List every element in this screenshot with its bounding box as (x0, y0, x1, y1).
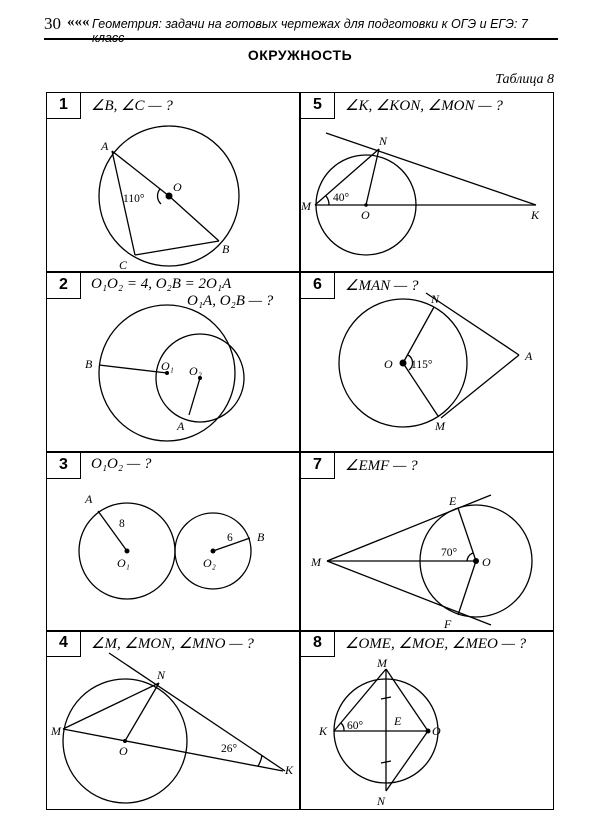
center-O1 (125, 549, 130, 554)
figure-inscribed-angles (47, 93, 301, 273)
label-N: N (379, 134, 388, 148)
problem-number: 7 (301, 453, 335, 479)
center-point (364, 203, 368, 207)
radius-ON (403, 307, 434, 363)
segment-CB (135, 241, 219, 255)
label-M: M (311, 555, 321, 569)
problem-cell-4 (46, 630, 300, 810)
problem-number: 8 (301, 631, 335, 657)
problem-question: ∠EMF — ? (345, 458, 418, 474)
problem-cell-8 (300, 630, 554, 810)
label-A: A (177, 419, 185, 433)
label-O: O (173, 180, 182, 194)
label-B: B (222, 242, 230, 256)
label-O: O (361, 208, 370, 222)
tangent-ME (327, 495, 491, 561)
segment-OB (169, 196, 219, 241)
center-point (123, 739, 127, 743)
radius-ON (366, 149, 379, 205)
radius-OE (458, 508, 476, 561)
problem-question: ∠MAN — ? (345, 278, 419, 294)
label-K: K (531, 208, 540, 222)
label-C: C (119, 258, 128, 272)
figure-chord-perpendicular (301, 631, 555, 811)
angle-arc (158, 189, 161, 204)
label-F: F (444, 617, 452, 631)
chord-MN (63, 683, 159, 729)
label-angle: 60° (347, 720, 364, 732)
angle-arc (258, 755, 262, 766)
problem-cell-3 (46, 452, 300, 632)
figure-tangents-from-point (301, 453, 555, 633)
segment-O2A (189, 378, 200, 415)
book-title: Геометрия: задачи на готовых чертежах для подготовки к ОГЭ и ЕГЭ: 7 класс (92, 17, 528, 45)
problem-cell-1 (46, 92, 300, 272)
label-O2: O₂ (203, 556, 216, 570)
line-MK (63, 729, 283, 771)
angle-arc (467, 553, 473, 561)
table-label: Таблица 8 (495, 72, 554, 87)
label-N: N (431, 292, 440, 306)
tangent-MA (441, 355, 519, 418)
label-A: A (85, 492, 93, 506)
problem-number: 6 (301, 273, 335, 299)
problem-cell-7 (300, 452, 554, 632)
problem-question: O₁O₂ = 4, O₂B = 2O₁A (91, 276, 232, 292)
figure-tangent-circles (47, 453, 301, 633)
problem-cell-2 (46, 272, 300, 452)
label-N: N (157, 668, 166, 682)
center-point (166, 193, 173, 200)
center-O2 (211, 549, 216, 554)
label-O: O (482, 555, 491, 569)
problem-question: ∠K, ∠KON, ∠MON — ? (345, 98, 503, 114)
angle-arc (326, 196, 329, 205)
page-header (44, 10, 558, 45)
problem-cell-5 (300, 92, 554, 272)
tangent-NK (326, 133, 536, 205)
problem-cell-6 (300, 272, 554, 452)
center-point (426, 729, 431, 734)
tangent-MF (327, 561, 491, 625)
series-logo: ««« (67, 14, 90, 30)
label-B: B (85, 357, 93, 371)
label-B: B (257, 530, 265, 544)
center-point (400, 360, 407, 367)
label-K: K (319, 724, 328, 738)
page-title: ОКРУЖНОСТЬ (247, 47, 353, 63)
label-E: E (394, 714, 402, 728)
label-A: A (101, 139, 109, 153)
problem-number: 1 (47, 93, 81, 119)
label-angle: 26° (221, 743, 238, 755)
label-M: M (51, 724, 61, 738)
label-A: A (525, 349, 533, 363)
tangent-NA (426, 293, 519, 355)
problem-question: ∠OME, ∠MOE, ∠MEO — ? (345, 636, 527, 652)
figure-tangent-diameter (47, 631, 301, 811)
page-number: 30 (44, 14, 61, 33)
problem-question: O₁O₂ — ? (91, 456, 152, 472)
label-K: K (285, 763, 294, 777)
figure-tangent-secant (301, 93, 555, 273)
figure-nested-circles (47, 273, 301, 453)
problem-number: 4 (47, 631, 81, 657)
label-O: O (119, 744, 128, 758)
problem-number: 3 (47, 453, 81, 479)
problem-question-2: O₁A, O₂B — ? (187, 293, 274, 309)
tangent-NK (109, 653, 285, 771)
label-M: M (377, 656, 387, 670)
label-O: O (384, 357, 393, 371)
radius-OF (458, 561, 476, 615)
problem-number: 5 (301, 93, 335, 119)
label-M: M (435, 419, 445, 433)
label-angle: 40° (333, 192, 350, 204)
angle-arc (341, 723, 344, 731)
problem-question: ∠M, ∠MON, ∠MNO — ? (91, 636, 254, 652)
label-radius-8: 8 (119, 518, 125, 530)
figure-two-tangents (301, 273, 555, 453)
label-E: E (449, 494, 457, 508)
problem-question: ∠B, ∠C — ? (91, 98, 173, 114)
label-angle: 70° (441, 547, 458, 559)
center-point (473, 558, 479, 564)
segment-NO (386, 731, 428, 791)
radius-O1A (98, 511, 127, 551)
segment-MO (386, 669, 428, 731)
label-N: N (377, 794, 386, 808)
label-radius-6: 6 (227, 532, 233, 544)
label-O: O (432, 724, 441, 738)
problem-number: 2 (47, 273, 81, 299)
label-angle: 110° (123, 193, 145, 205)
label-O1: O₁ (117, 556, 130, 570)
label-M: M (301, 199, 311, 213)
label-O1: O₁ (161, 359, 174, 373)
label-O2: O₂ (189, 364, 202, 378)
label-angle: 115° (411, 359, 433, 371)
